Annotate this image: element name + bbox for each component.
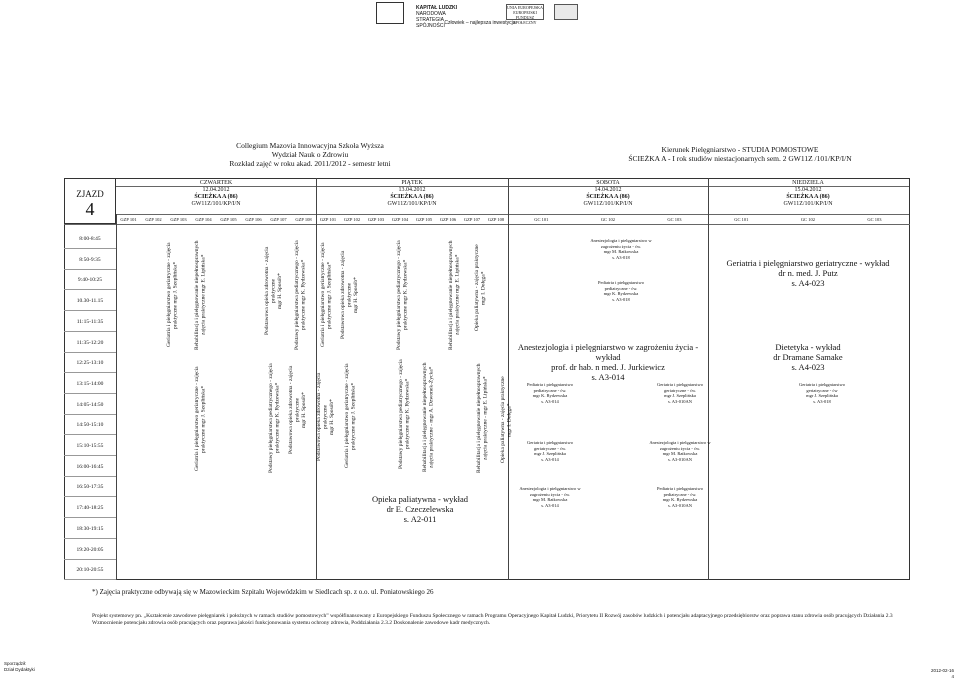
day-date: 15.04.2012 (794, 187, 822, 193)
day-path: ŚCIEŻKA A (86) (786, 194, 830, 200)
time-slot: 15:10-15:55 (76, 443, 104, 449)
day-group: GW11Z/101/KP/I/N (387, 201, 437, 207)
room-label: GZP 108 (487, 217, 505, 222)
class-block: Podstawowa opieka zdrowotna - zajęcia praktyczne mgr H. Sposób* (288, 365, 307, 455)
room-label: GZP 107 (463, 217, 481, 222)
room-label: GZP 107 (270, 217, 287, 222)
divider (64, 559, 116, 560)
day-header-saturday (508, 180, 708, 208)
class-cell: Pediatria i pielęgniarstwo pediatryczne - ćw. mgr K. Rydzewska s. A3-014 (527, 382, 573, 404)
divider (64, 331, 116, 332)
class-block: Podstawy pielęgniarstwa pediatrycznego - zajęcia praktyczne mgr K. Rydzewska* (398, 359, 411, 469)
divider (64, 289, 116, 290)
day-path: ŚCIEŻKA A (86) (194, 194, 238, 200)
footnote: *) Zajęcia praktyczne odbywają się w Mazowieckim Szpitalu Wojewódzkim w Siedlcach sp. z o.o. ul. Poniatowskiego 26 (92, 588, 434, 596)
divider (64, 269, 116, 270)
kl-line1: KAPITAŁ LUDZKI (416, 5, 458, 11)
class-cell: Geriatria i pielęgniarstwo geriatryczne - ćw. mgr J. Szeplińska s. A3-014 (527, 440, 573, 462)
room-label: GC 102 (800, 217, 815, 222)
divider (64, 517, 116, 518)
day-name: PIĄTEK (401, 180, 423, 186)
divider (116, 214, 117, 580)
day-header-thursday (116, 180, 316, 208)
time-slot: 12:25-13:10 (76, 360, 104, 367)
day-path: ŚCIEŻKA A (86) (390, 194, 434, 200)
class-block: Rehabilitacja i pielęgnowanie niepełnosprawnych zajęcia praktyczne - mgr E. Lipińska* (476, 363, 489, 473)
project-text: Projekt systemowy pn. „Kształcenie zawodowe pielęgniarek i położnych w ramach studiów pomostowych” współfinansowany z Europejskiego Funduszu Społecznego w ramach Programu Operacyjnego Kapitał Ludzki, Priorytetu II Rozwój zasobów ludzkich i potencjału adaptacyjnego przedsiębiorstw oraz poprawa stanu zdrowia osób pracujących Działania 2.3 Wzmocnienie potencjału zdrowia osób pracujących oraz poprawa jakości funkcjonowania systemu ochrony zdrowia, Poddziałania 2.3.2 Doskonalenie zawodowe kadr medycznych. (92, 613, 893, 626)
divider (64, 476, 116, 477)
divider (64, 414, 116, 415)
time-slot: 11:35-12:20 (76, 339, 104, 346)
eu-flag-icon (554, 4, 578, 20)
class-cell: Anestezjologia i pielęgniarstwo w zagrożeniu życia - ćw. mgr M. Ratkowska s. A3-010AN (649, 440, 711, 462)
class-cell: Anestezjologia i pielęgniarstwo w zagrożeniu życia - ćw. mgr M. Ratkowska s. A3-014 (519, 486, 581, 508)
day-date: 14.04.2012 (594, 187, 622, 193)
time-slot: 20:10-20:55 (76, 567, 104, 574)
print-info (931, 668, 954, 679)
kl-line2: NARODOWA STRATEGIA SPÓJNOŚCI (416, 11, 446, 29)
class-block: Geriatria i pielęgniarstwo geriatryczne - zajęcia praktyczne mgr J. Szeplińska* (166, 242, 179, 348)
header-line: ŚCIEŻKA A - I rok studiów niestacjonarnych sem. 2 GW11Z /101/KP/I/N (628, 154, 852, 163)
header-right (610, 145, 870, 163)
room-label: GZP 104 (391, 217, 409, 222)
time-slot: 16:50-17:35 (76, 484, 104, 491)
time-slot: 8:50-9:35 (79, 256, 101, 263)
class-block: Podstawowa opieka zdrowotna - zajęcia praktyczne mgr H. Sposób* (264, 246, 283, 336)
zjazd-box (64, 178, 116, 224)
room-label: GZP 101 (120, 217, 137, 222)
prepared-dept: Dział Dydaktyki (4, 666, 35, 672)
room-label: GZP 106 (439, 217, 457, 222)
day-header-sunday (708, 180, 908, 208)
day-group: GW11Z/101/KP/I/N (191, 201, 241, 207)
day-name: NIEDZIELA (792, 180, 824, 186)
day-header-friday (316, 180, 508, 208)
class-block: Podstawowa opieka zdrowotna - zajęcia praktyczne mgr H. Sposób* (316, 372, 335, 462)
day-name: SOBOTA (596, 180, 620, 186)
time-slot: 18:30-19:15 (76, 525, 104, 532)
room-label: GC 103 (667, 217, 682, 222)
room-label: GC 102 (600, 217, 615, 222)
lecture-block: Anestezjologia i pielęgniarstwo w zagrożeniu życia - wykład prof. dr hab. n med. J. Jurkiewicz s. A3-014 (517, 342, 699, 382)
divider (116, 214, 909, 215)
room-label: GC 101 (534, 217, 549, 222)
room-label: GZP 102 (343, 217, 361, 222)
room-label: GC 101 (734, 217, 749, 222)
divider (64, 310, 116, 311)
divider (64, 352, 116, 353)
class-cell: Pediatria i pielęgniarstwo pediatryczne - ćw. mgr K. Rydzewska s. A3-010AN (657, 486, 703, 508)
divider (64, 538, 116, 539)
divider (64, 496, 116, 497)
class-block: Opieka paliatywna - zajęcia praktyczne mgr I. Dołęga* (500, 376, 513, 464)
lecture-block: Geriatria i pielęgniarstwo geriatryczne - wykład dr n. med. J. Putz s. A4-023 (726, 258, 890, 288)
divider (708, 178, 709, 580)
room-label: GZP 108 (295, 217, 312, 222)
page-number: 4 (951, 673, 954, 679)
divider (64, 455, 116, 456)
class-block: Rehabilitacja i pielęgnowanie niepełnosprawnych zajęcia praktyczne mgr E. Lipińska* (194, 240, 207, 350)
class-block: Podstawy pielęgniarstwa pediatrycznego - zajęcia praktyczne mgr K. Rydzewska* (396, 240, 409, 350)
time-slot: 17:40-18:25 (76, 505, 104, 512)
tagline: Człowiek – najlepsza inwestycja (444, 20, 516, 26)
class-block: Rehabilitacja i pielęgnowanie niepełnosprawnych zajęcia praktyczne - mgr A. Dzwonek-Życka* (422, 362, 435, 472)
class-block: Podstawy pielęgniarstwa pediatrycznego - zajęcia praktyczne mgr K. Rydzewska* (268, 363, 281, 473)
time-slot: 11:15-11:35 (76, 318, 104, 325)
room-label: GZP 103 (170, 217, 187, 222)
room-label: GZP 105 (415, 217, 433, 222)
class-block: Geriatria i pielęgniarstwo geriatryczne - zajęcia praktyczne mgr J. Szeplińska* (320, 242, 333, 348)
header-left (200, 141, 420, 168)
divider (64, 372, 116, 373)
class-block: Geriatria i pielęgniarstwo geriatryczne - zajęcia praktyczne mgr J. Szeplińska* (344, 363, 357, 469)
header-line: Collegium Mazovia Innowacyjna Szkoła Wyższa (236, 141, 384, 150)
room-label: GZP 104 (195, 217, 212, 222)
class-block: Rehabilitacja i pielęgnowanie niepełnosprawnych zajęcia praktyczne mgr E. Lipińska* (448, 240, 461, 350)
kapital-ludzki-logo (416, 5, 460, 29)
time-slot: 14:05-14:50 (76, 401, 104, 408)
class-block: Podstawy pielęgniarstwa pediatrycznego - zajęcia praktyczne mgr K. Rydzewska* (294, 240, 307, 350)
time-slot: 13:15-14:00 (76, 380, 104, 387)
zjazd-number: 4 (85, 199, 95, 219)
print-date: 2012-02-16 (930, 668, 954, 673)
divider (64, 393, 116, 394)
day-group: GW11Z/101/KP/I/N (783, 201, 833, 207)
header-line: Kierunek Pielęgniarstwo - STUDIA POMOSTOWE (661, 145, 819, 154)
time-slot: 14:50-15:10 (76, 422, 104, 429)
lecture-block: Dietetyka - wykład dr Dramane Samake s. A4-023 (773, 342, 843, 372)
class-cell: Geriatria i pielęgniarstwo geriatryczne - ćw. mgr J. Szeplińska s. A3-010AN (657, 382, 703, 404)
header-line: Rozkład zajęć w roku akad. 2011/2012 - semestr letni (229, 159, 391, 168)
zjazd-label: ZJAZD (76, 189, 104, 199)
time-slot: 9:40-10:25 (77, 277, 103, 284)
time-slot: 16:00-16:45 (76, 463, 104, 470)
eu-fund-logo: UNIA EUROPEJSKA EUROPEJSKI FUNDUSZ SPOŁECZNY (507, 5, 543, 25)
prepared-by (4, 661, 35, 672)
divider (116, 186, 909, 187)
time-slot: 10.30-11.15 (76, 298, 104, 305)
class-block: Opieka paliatywna - zajęcia praktyczne mgr I. Dołęga* (474, 244, 487, 332)
divider (64, 224, 910, 225)
day-path: ŚCIEŻKA A (86) (586, 194, 630, 200)
day-date: 12.04.2012 (202, 187, 230, 193)
room-label: GZP 102 (145, 217, 162, 222)
room-label: GC 103 (867, 217, 882, 222)
day-group: GW11Z/101/KP/I/N (583, 201, 633, 207)
day-name: CZWARTEK (199, 180, 233, 186)
class-cell: Pediatria i pielęgniarstwo pediatryczne - ćw. mgr K. Rydzewska s. A3-018 (598, 280, 644, 302)
class-block: Geriatria i pielęgniarstwo geriatryczne - zajęcia praktyczne mgr J. Szeplińska* (194, 366, 207, 472)
header-line: Wydział Nauk o Zdrowiu (271, 150, 349, 159)
room-label: GZP 106 (245, 217, 262, 222)
room-label: GZP 103 (367, 217, 385, 222)
divider (64, 579, 116, 580)
class-cell: Anestezjologia i pielęgniarstwo w zagrożeniu życia - ćw. mgr M. Ratkowska s. A3-018 (590, 238, 652, 260)
room-label: GZP 105 (220, 217, 237, 222)
room-label: GZP 101 (319, 217, 337, 222)
divider (64, 434, 116, 435)
lecture-block: Opieka paliatywna - wykład dr E. Czeczelewska s. A2-011 (371, 494, 469, 524)
day-date: 13.04.2012 (398, 187, 426, 193)
class-block: Podstawowa opieka zdrowotna - zajęcia praktyczne mgr H. Sposób* (340, 250, 359, 340)
time-slot: 8:00-8:45 (79, 236, 101, 242)
divider (64, 248, 116, 249)
time-slot: 19:20-20:05 (76, 546, 104, 553)
prepared-label: Sporządził: (4, 661, 27, 666)
class-cell: Geriatria i pielęgniarstwo geriatryczne - ćw mgr J. Szeplińska s. A3-018 (799, 382, 845, 404)
